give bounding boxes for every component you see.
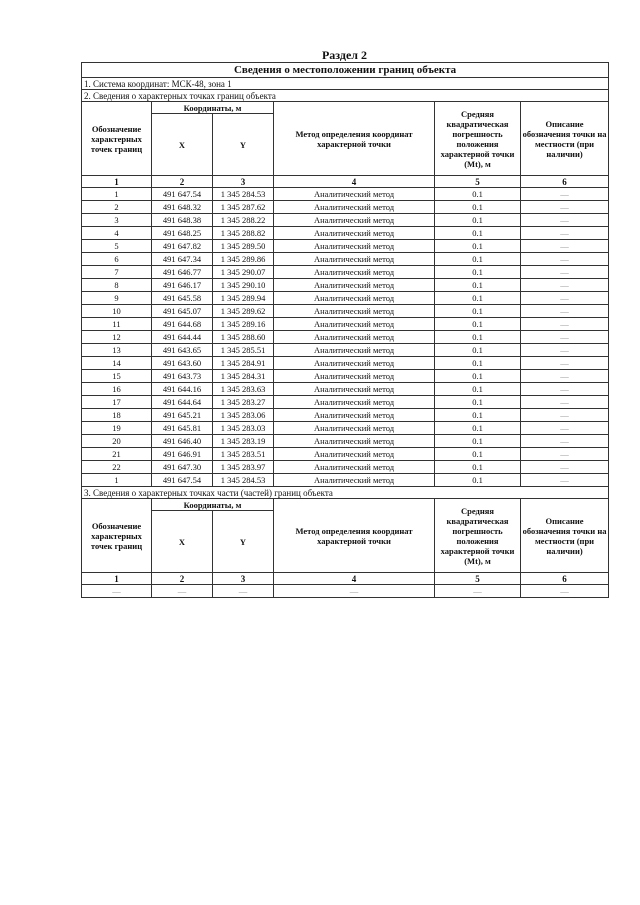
col-number: 6 [521, 176, 609, 188]
table-row [82, 201, 609, 214]
table-cell: 17 [82, 396, 152, 409]
table-cell: — [521, 448, 609, 461]
table-row [82, 188, 609, 201]
table-cell: — [521, 474, 609, 487]
table-row [82, 318, 609, 331]
table-cell: 491 646.40 [152, 435, 213, 448]
table-row [82, 344, 609, 357]
table-cell: Аналитический метод [274, 383, 435, 396]
col-number: 5 [435, 573, 521, 585]
table-cell: 15 [82, 370, 152, 383]
table-cell: 18 [82, 409, 152, 422]
header-method: Метод определения координат характерной точки [274, 499, 435, 573]
table-cell: 0.1 [435, 448, 521, 461]
table-cell: 2 [82, 201, 152, 214]
table-cell: Аналитический метод [274, 461, 435, 474]
table-cell: 0.1 [435, 318, 521, 331]
table-cell: Аналитический метод [274, 227, 435, 240]
table-cell: Аналитический метод [274, 266, 435, 279]
table-cell: 1 [82, 474, 152, 487]
table-cell: Аналитический метод [274, 279, 435, 292]
header-coords: Координаты, м [152, 102, 274, 114]
table-cell: — [521, 201, 609, 214]
table-cell: 491 644.68 [152, 318, 213, 331]
table-cell: 1 345 285.51 [213, 344, 274, 357]
col-number: 1 [82, 573, 152, 585]
table-row [82, 214, 609, 227]
table-cell: 491 647.30 [152, 461, 213, 474]
col-number: 3 [213, 176, 274, 188]
table-cell: 491 646.91 [152, 448, 213, 461]
table-cell: 491 647.54 [152, 188, 213, 201]
table-cell: — [521, 422, 609, 435]
table-cell: Аналитический метод [274, 448, 435, 461]
table-cell: 1 345 283.06 [213, 409, 274, 422]
table-row [82, 422, 609, 435]
col-number: 3 [213, 573, 274, 585]
header-y: Y [213, 114, 274, 176]
table-cell: 0.1 [435, 383, 521, 396]
table-cell: Аналитический метод [274, 344, 435, 357]
table-row [82, 474, 609, 487]
table-cell: 1 345 290.07 [213, 266, 274, 279]
table-row [82, 227, 609, 240]
table-cell: Аналитический метод [274, 201, 435, 214]
table-cell: 0.1 [435, 461, 521, 474]
coord-system: 1. Система координат: МСК-48, зона 1 [82, 78, 609, 90]
table-cell: 491 644.16 [152, 383, 213, 396]
col-number: 4 [274, 573, 435, 585]
table-cell: 0.1 [435, 344, 521, 357]
table-cell: 6 [82, 253, 152, 266]
table-cell: 1 345 283.97 [213, 461, 274, 474]
table-cell: Аналитический метод [274, 318, 435, 331]
table-cell: 16 [82, 383, 152, 396]
table-cell: — [521, 383, 609, 396]
table-cell: 491 648.25 [152, 227, 213, 240]
table-cell: 1 345 289.50 [213, 240, 274, 253]
table-cell: 1 345 288.82 [213, 227, 274, 240]
col-number: 2 [152, 573, 213, 585]
table-cell: 1 345 288.60 [213, 331, 274, 344]
table-cell: — [521, 214, 609, 227]
table-cell: Аналитический метод [274, 331, 435, 344]
header-error: Средняя квадратическая погрешность положения характерной точки (Mt), м [435, 102, 521, 176]
header-error: Средняя квадратическая погрешность положения характерной точки (Mt), м [435, 499, 521, 573]
table-cell: — [521, 435, 609, 448]
table-cell: — [152, 585, 213, 598]
table-cell: 491 644.64 [152, 396, 213, 409]
table-cell: Аналитический метод [274, 474, 435, 487]
table-cell: 1 345 283.03 [213, 422, 274, 435]
table-cell: 1 345 287.62 [213, 201, 274, 214]
table-cell: 1 345 289.86 [213, 253, 274, 266]
table-cell: 1 345 283.51 [213, 448, 274, 461]
table-cell: 0.1 [435, 331, 521, 344]
table-cell: — [521, 279, 609, 292]
table-cell: — [435, 585, 521, 598]
table-cell: 0.1 [435, 240, 521, 253]
table-cell: 0.1 [435, 279, 521, 292]
table-cell: 0.1 [435, 370, 521, 383]
header-coords: Координаты, м [152, 499, 274, 511]
table-row [82, 409, 609, 422]
table-cell: Аналитический метод [274, 396, 435, 409]
table-row [82, 240, 609, 253]
table-cell: Аналитический метод [274, 214, 435, 227]
table-cell: 491 648.32 [152, 201, 213, 214]
table-cell: — [521, 370, 609, 383]
table-cell: — [521, 357, 609, 370]
table-cell: 1 345 283.63 [213, 383, 274, 396]
table-cell: 491 647.54 [152, 474, 213, 487]
table-cell: 0.1 [435, 266, 521, 279]
table-cell: 491 645.58 [152, 292, 213, 305]
block2-title: 3. Сведения о характерных точках части (частей) границ объекта [82, 487, 609, 499]
table-row [82, 357, 609, 370]
table-cell: — [521, 409, 609, 422]
table-cell: — [521, 253, 609, 266]
table-cell: 0.1 [435, 214, 521, 227]
table-cell: 5 [82, 240, 152, 253]
table-cell: 491 644.44 [152, 331, 213, 344]
table-cell: — [274, 585, 435, 598]
table-cell: — [521, 344, 609, 357]
table-cell: 0.1 [435, 357, 521, 370]
table-cell: 491 643.73 [152, 370, 213, 383]
table-cell: — [521, 227, 609, 240]
table-cell: 0.1 [435, 305, 521, 318]
table-cell: 8 [82, 279, 152, 292]
header-x: X [152, 114, 213, 176]
section-title: Раздел 2 [321, 48, 368, 62]
table-cell: Аналитический метод [274, 292, 435, 305]
table-cell: 0.1 [435, 396, 521, 409]
col-number: 1 [82, 176, 152, 188]
table-cell: 1 [82, 188, 152, 201]
header-y: Y [213, 511, 274, 573]
table-cell: 4 [82, 227, 152, 240]
table-cell: — [521, 305, 609, 318]
table-cell: 1 345 284.31 [213, 370, 274, 383]
table-cell: 13 [82, 344, 152, 357]
col-number: 6 [521, 573, 609, 585]
table-cell: 1 345 289.94 [213, 292, 274, 305]
table-cell: 491 647.82 [152, 240, 213, 253]
header-desc: Описание обозначения точки на местности (при наличии) [521, 499, 609, 573]
table-row [82, 435, 609, 448]
table-cell: — [521, 331, 609, 344]
table-row [82, 292, 609, 305]
header-designation: Обозначение характерных точек границ [82, 102, 152, 176]
table-cell: 1 345 284.53 [213, 188, 274, 201]
table-cell: — [521, 461, 609, 474]
table-cell: Аналитический метод [274, 422, 435, 435]
table-cell: 11 [82, 318, 152, 331]
table-row [82, 331, 609, 344]
table-cell: — [521, 318, 609, 331]
table-cell: — [521, 266, 609, 279]
table-cell: 1 345 289.16 [213, 318, 274, 331]
table-cell: 12 [82, 331, 152, 344]
table-cell: 1 345 283.27 [213, 396, 274, 409]
table-cell: Аналитический метод [274, 305, 435, 318]
table-cell: 7 [82, 266, 152, 279]
table-cell: Аналитический метод [274, 370, 435, 383]
table-row [82, 279, 609, 292]
table-cell: 491 646.17 [152, 279, 213, 292]
table-cell: — [521, 188, 609, 201]
table-cell: 0.1 [435, 201, 521, 214]
table-cell: 1 345 284.53 [213, 474, 274, 487]
table-cell: 9 [82, 292, 152, 305]
table-cell: 14 [82, 357, 152, 370]
table-cell: Аналитический метод [274, 188, 435, 201]
table-cell: 491 645.81 [152, 422, 213, 435]
table-cell: Аналитический метод [274, 253, 435, 266]
table-cell: 491 645.21 [152, 409, 213, 422]
table-cell: 1 345 283.19 [213, 435, 274, 448]
table-cell: — [521, 396, 609, 409]
table-cell: 0.1 [435, 227, 521, 240]
table-cell: 491 643.60 [152, 357, 213, 370]
boundary-table [81, 62, 609, 598]
table-cell: 0.1 [435, 435, 521, 448]
table-row [82, 370, 609, 383]
table-cell: 491 645.07 [152, 305, 213, 318]
col-number: 5 [435, 176, 521, 188]
main-title: Сведения о местоположении границ объекта [82, 63, 609, 78]
col-number: 4 [274, 176, 435, 188]
table-cell: Аналитический метод [274, 409, 435, 422]
table-cell: Аналитический метод [274, 357, 435, 370]
table-cell: 1 345 288.22 [213, 214, 274, 227]
header-desc: Описание обозначения точки на местности (при наличии) [521, 102, 609, 176]
table-row [82, 461, 609, 474]
table-cell: 21 [82, 448, 152, 461]
table-cell: 491 648.38 [152, 214, 213, 227]
table-cell: 1 345 290.10 [213, 279, 274, 292]
header-x: X [152, 511, 213, 573]
table-cell: 20 [82, 435, 152, 448]
table-cell: 0.1 [435, 422, 521, 435]
table-cell: 0.1 [435, 292, 521, 305]
table-cell: 491 646.77 [152, 266, 213, 279]
table-cell: 22 [82, 461, 152, 474]
table-cell: 1 345 284.91 [213, 357, 274, 370]
table-row [82, 585, 609, 598]
table-cell: 19 [82, 422, 152, 435]
table-cell: — [213, 585, 274, 598]
table-row [82, 253, 609, 266]
table-cell: 0.1 [435, 253, 521, 266]
table-row [82, 396, 609, 409]
table-cell: 491 643.65 [152, 344, 213, 357]
table-cell: 0.1 [435, 474, 521, 487]
table-cell: — [521, 240, 609, 253]
block1-title: 2. Сведения о характерных точках границ объекта [82, 90, 609, 102]
col-number: 2 [152, 176, 213, 188]
table-row [82, 305, 609, 318]
table-cell: 1 345 289.62 [213, 305, 274, 318]
table-cell: 10 [82, 305, 152, 318]
table-cell: — [521, 292, 609, 305]
table-row [82, 383, 609, 396]
header-designation: Обозначение характерных точек границ [82, 499, 152, 573]
table-cell: 3 [82, 214, 152, 227]
table-cell: — [82, 585, 152, 598]
table-row [82, 266, 609, 279]
table-cell: 0.1 [435, 188, 521, 201]
table-cell: — [521, 585, 609, 598]
table-cell: 491 647.34 [152, 253, 213, 266]
header-method: Метод определения координат характерной точки [274, 102, 435, 176]
table-cell: Аналитический метод [274, 435, 435, 448]
table-row [82, 448, 609, 461]
table-cell: 0.1 [435, 409, 521, 422]
table-cell: Аналитический метод [274, 240, 435, 253]
